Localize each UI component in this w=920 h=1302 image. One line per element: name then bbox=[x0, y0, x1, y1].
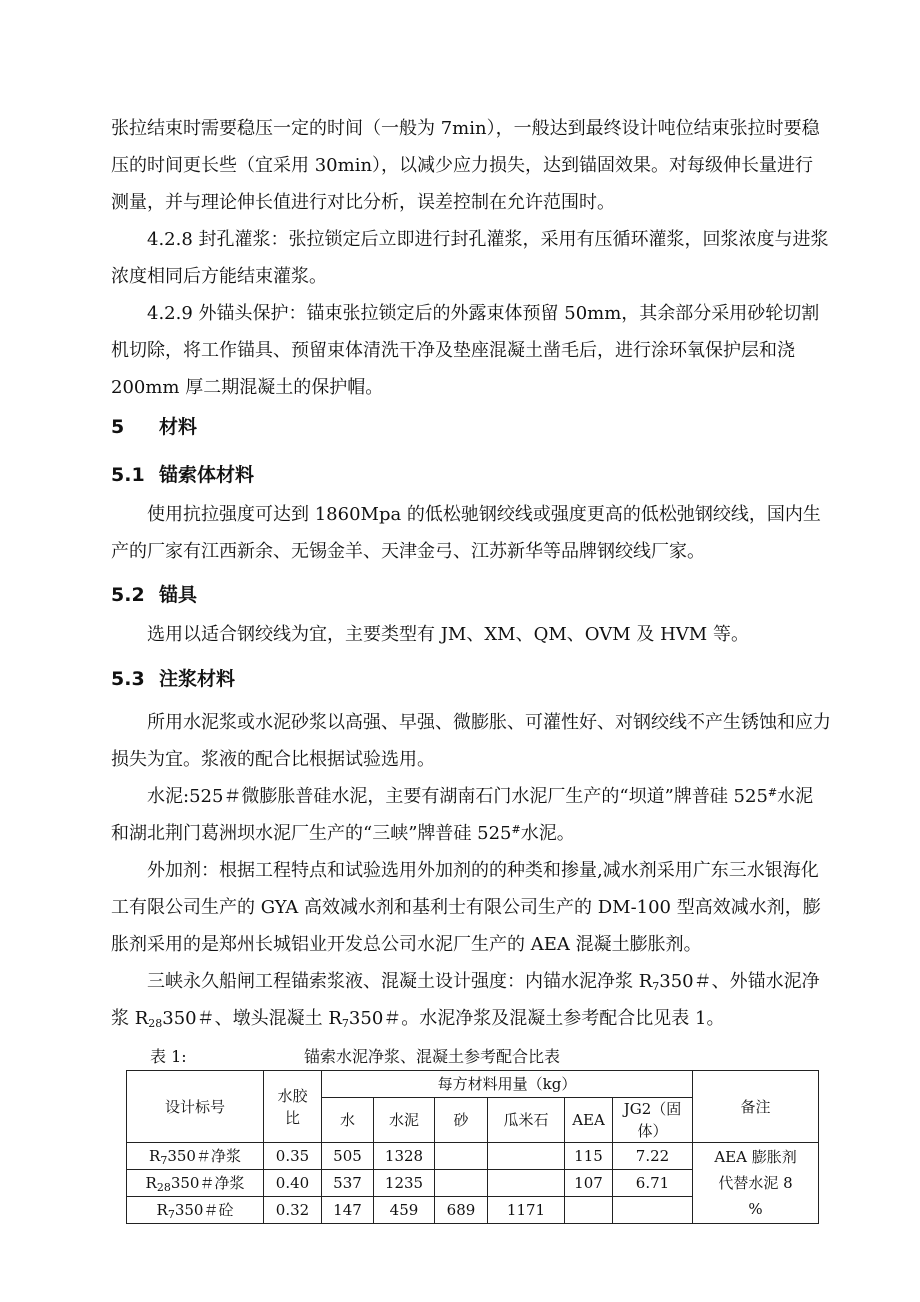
section-title: 锚具 bbox=[159, 584, 198, 606]
cell-grade: $R_7350$＃净浆 bbox=[127, 1143, 264, 1170]
cell-ratio: 0.40 bbox=[264, 1170, 322, 1197]
cell-value: 107 bbox=[565, 1170, 613, 1197]
section-title: 材料 bbox=[159, 416, 198, 438]
grade-mark: # bbox=[511, 823, 521, 836]
subheader-aea: AEA bbox=[565, 1098, 613, 1143]
table-row bbox=[127, 1143, 819, 1170]
cell-value: 537 bbox=[322, 1170, 374, 1197]
cell-value bbox=[565, 1197, 613, 1224]
table-label: 表 1: bbox=[150, 1047, 187, 1066]
mix-ratio-table bbox=[126, 1070, 819, 1224]
cell-value: 147 bbox=[322, 1197, 374, 1224]
cell-value: 1235 bbox=[374, 1170, 435, 1197]
header-design-grade: 设计标号 bbox=[127, 1071, 264, 1143]
strength-text-part: 350＃。水泥净浆及混凝土参考配合比见表 1。 bbox=[348, 1008, 725, 1029]
paragraph-tension-hold: 张拉结束时需要稳压一定的时间（一般为 7min），一般达到最终设计吨位结束张拉时要稳压的时间更长些（宜采用 30min），以减少应力损失，达到锚固效果。对每级伸长量进行测量，并与理论伸长值进行对比分析，误差控制在允许范围时。 bbox=[111, 118, 820, 213]
cell-grade: $R_{28}350$＃净浆 bbox=[127, 1170, 264, 1197]
paragraph-cement bbox=[111, 778, 831, 852]
paragraph-4-2-8: 4.2.8 封孔灌浆：张拉锁定后立即进行封孔灌浆，采用有压循环灌浆，回浆浓度与进浆浓度相同后方能结束灌浆。 bbox=[111, 229, 829, 287]
cement-text-part: 水泥。 bbox=[520, 823, 575, 844]
section-5-heading bbox=[111, 412, 197, 439]
paragraph-admixture: 外加剂：根据工程特点和试验选用外加剂的的种类和掺量,减水剂采用广东三水银海化工有限公司生产的 GYA 高效减水剂和基利士有限公司生产的 DM-100 型高效减水剂，膨胀剂采用的是郑州长城铝业开发总公司水泥厂生产的 AEA 混凝土膨胀剂。 bbox=[111, 860, 821, 955]
cell-note: AEA 膨胀剂 代替水泥 8 % bbox=[693, 1143, 819, 1224]
section-5-2-heading bbox=[111, 580, 197, 607]
age-subscript: 7 bbox=[652, 980, 660, 993]
cell-value: 115 bbox=[565, 1143, 613, 1170]
header-wb-ratio: 水胶 比 bbox=[264, 1071, 322, 1143]
paragraph-4-2-9: 4.2.9 外锚头保护：锚束张拉锁定后的外露束体预留 50mm，其余部分采用砂轮切割机切除，将工作锚具、预留束体清洗干净及垫座混凝土凿毛后，进行涂环氧保护层和浇 200mm 厚二期混凝土的保护帽。 bbox=[111, 303, 820, 398]
strength-text-part: 350＃、外锚水泥净浆 R bbox=[111, 971, 820, 1029]
grade-mark: # bbox=[767, 786, 778, 799]
cell-ratio: 0.35 bbox=[264, 1143, 322, 1170]
cement-text-part: 水泥:525＃微膨胀普硅水泥，主要有湖南石门水泥厂生产的“坝道”牌普硅 525 bbox=[147, 786, 768, 807]
table-caption bbox=[150, 1044, 561, 1067]
subheader-sand: 砂 bbox=[435, 1098, 488, 1143]
paragraph-design-strength bbox=[111, 963, 831, 1037]
cell-value bbox=[613, 1197, 693, 1224]
header-note: 备注 bbox=[693, 1071, 819, 1143]
cell-value bbox=[435, 1170, 488, 1197]
section-5-1-heading bbox=[111, 460, 254, 487]
subheader-water: 水 bbox=[322, 1098, 374, 1143]
strength-text-part: 350＃、墩头混凝土 R bbox=[162, 1008, 342, 1029]
paragraph-anchor-cable-material: 使用抗拉强度可达到 1860Mpa 的低松驰钢绞线或强度更高的低松弛钢绞线，国内生产的厂家有江西新余、无锡金羊、天津金弓、江苏新华等品牌钢绞线厂家。 bbox=[111, 504, 821, 562]
cell-value bbox=[435, 1143, 488, 1170]
cell-value: 6.71 bbox=[613, 1170, 693, 1197]
section-5-3-heading bbox=[111, 664, 235, 691]
cell-value: 1171 bbox=[488, 1197, 565, 1224]
subheader-gravel: 瓜米石 bbox=[488, 1098, 565, 1143]
cell-value: 1328 bbox=[374, 1143, 435, 1170]
subheader-jg2: JG2（固体） bbox=[613, 1098, 693, 1143]
section-title: 锚索体材料 bbox=[159, 464, 255, 486]
age-subscript: 7 bbox=[341, 1017, 349, 1030]
section-number: 5.2 bbox=[111, 584, 145, 606]
cell-value: 459 bbox=[374, 1197, 435, 1224]
table-title: 锚索水泥净浆、混凝土参考配合比表 bbox=[304, 1047, 561, 1066]
section-number: 5.1 bbox=[111, 464, 145, 486]
cement-text-part: 水泥和湖北荆门葛洲坝水泥厂生产的“三峡”牌普硅 525 bbox=[111, 786, 814, 844]
cell-value bbox=[488, 1170, 565, 1197]
paragraph-grout-requirements: 所用水泥浆或水泥砂浆以高强、早强、微膨胀、可灌性好、对钢绞线不产生锈蚀和应力损失为宜。浆液的配合比根据试验选用。 bbox=[111, 712, 831, 770]
cell-ratio: 0.32 bbox=[264, 1197, 322, 1224]
cell-value: 505 bbox=[322, 1143, 374, 1170]
table-header-row bbox=[127, 1071, 819, 1098]
cell-value: 689 bbox=[435, 1197, 488, 1224]
cell-value: 7.22 bbox=[613, 1143, 693, 1170]
cell-grade: $R_7350$＃砼 bbox=[127, 1197, 264, 1224]
age-subscript: 28 bbox=[148, 1017, 163, 1030]
paragraph-anchorage: 选用以适合钢绞线为宜，主要类型有 JM、XM、QM、OVM 及 HVM 等。 bbox=[147, 624, 749, 645]
section-title: 注浆材料 bbox=[159, 668, 236, 690]
header-material-amount: 每方材料用量（kg） bbox=[322, 1071, 693, 1098]
strength-text-part: 三峡永久船闸工程锚索浆液、混凝土设计强度：内锚水泥净浆 R bbox=[147, 971, 653, 992]
subheader-cement: 水泥 bbox=[374, 1098, 435, 1143]
section-number: 5.3 bbox=[111, 668, 145, 690]
section-number: 5 bbox=[111, 416, 125, 438]
cell-value bbox=[488, 1143, 565, 1170]
